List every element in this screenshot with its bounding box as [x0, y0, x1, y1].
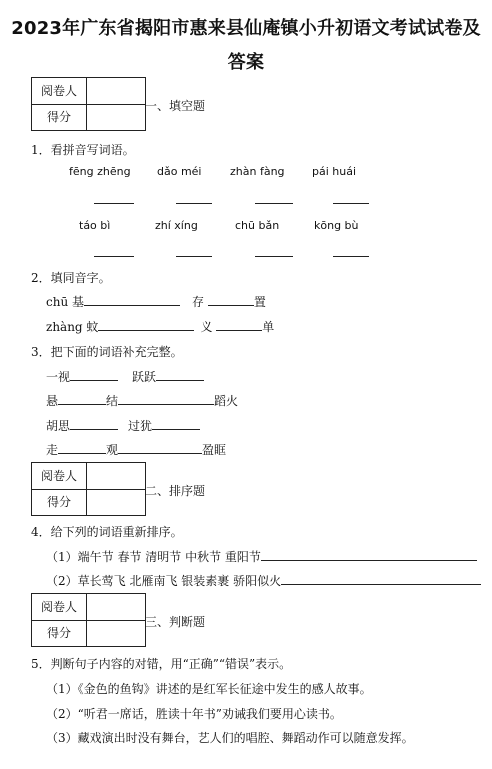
- score-box-1: [31, 77, 146, 131]
- pinyin-1: fēng zhēng: [69, 165, 131, 178]
- q2-text: zhàng 蚊: [46, 320, 99, 334]
- q2-line-1: [46, 293, 266, 310]
- q3-text: 观: [106, 443, 119, 457]
- answer-blank[interactable]: [118, 441, 202, 454]
- q3-text: 跃跃: [132, 370, 157, 384]
- score-box-3: [31, 593, 146, 647]
- answer-blank[interactable]: [118, 392, 214, 405]
- q3-text: 蹈火: [214, 394, 239, 408]
- q5-item-1: （1）《金色的鱼钩》讲述的是红军长征途中发生的感人故事。: [46, 682, 372, 696]
- q3-line-1: [46, 368, 204, 385]
- page-title-line-2: 答案: [227, 52, 265, 73]
- reviewer-label: 阅卷人: [32, 463, 87, 489]
- answer-blank[interactable]: [281, 572, 481, 585]
- pinyin-2: dǎo méi: [157, 165, 202, 178]
- answer-blank[interactable]: [176, 256, 212, 257]
- q3-line-2: [46, 392, 238, 409]
- q3-text: 悬: [46, 394, 59, 408]
- pinyin-8: kōng bù: [314, 219, 359, 232]
- q4-item-1: [46, 548, 477, 565]
- q3-text: 盈眶: [202, 443, 227, 457]
- answer-blank[interactable]: [84, 293, 180, 306]
- section-title-ordering: 二、排序题: [145, 484, 206, 498]
- answer-blank[interactable]: [70, 417, 118, 430]
- q2-text: 义: [200, 320, 213, 334]
- pinyin-7: chū bǎn: [235, 219, 280, 232]
- reviewer-label: 阅卷人: [32, 78, 87, 104]
- q3-text: 结: [106, 394, 119, 408]
- q3-text: 胡思: [46, 419, 71, 433]
- q2-line-2: [46, 318, 274, 335]
- score-label: 得分: [32, 104, 87, 130]
- answer-blank[interactable]: [58, 441, 106, 454]
- reviewer-label: 阅卷人: [32, 594, 87, 620]
- answer-blank[interactable]: [152, 417, 200, 430]
- q5-item-3: （3）藏戏演出时没有舞台，艺人们的唱腔、舞蹈动作可以随意发挥。: [46, 731, 414, 745]
- question-2-prompt: 2．填同音字。: [31, 271, 111, 285]
- answer-blank[interactable]: [156, 368, 204, 381]
- q4-item-2: [46, 572, 481, 589]
- score-label: 得分: [32, 489, 87, 515]
- q3-line-3: [46, 417, 200, 434]
- q4-text: （2）草长莺飞 北雁南飞 银装素裹 骄阳似火: [46, 574, 282, 588]
- q3-text: 过犹: [128, 419, 153, 433]
- answer-blank[interactable]: [94, 256, 134, 257]
- question-3-prompt: 3．把下面的词语补充完整。: [31, 345, 183, 359]
- answer-blank[interactable]: [208, 293, 254, 306]
- answer-blank[interactable]: [58, 392, 106, 405]
- answer-blank[interactable]: [255, 203, 293, 204]
- answer-blank[interactable]: [333, 203, 369, 204]
- answer-blank[interactable]: [333, 256, 369, 257]
- q2-text: chū 基: [46, 295, 84, 309]
- section-title-fill-in: 一、填空题: [145, 99, 206, 113]
- pinyin-4: pái huái: [312, 165, 357, 178]
- q2-text: 存: [192, 295, 205, 309]
- q2-text: 单: [262, 320, 275, 334]
- q3-line-4: [46, 441, 226, 458]
- answer-blank[interactable]: [216, 318, 262, 331]
- answer-blank[interactable]: [70, 368, 118, 381]
- q5-item-2: （2）“听君一席话，胜读十年书”劝诫我们要用心读书。: [46, 707, 342, 721]
- question-5-prompt: 5．判断句子内容的对错，用“正确”“错误”表示。: [31, 657, 292, 671]
- question-4-prompt: 4．给下列的词语重新排序。: [31, 525, 183, 539]
- q2-text: 置: [253, 295, 266, 309]
- answer-blank[interactable]: [176, 203, 212, 204]
- pinyin-5: táo bì: [79, 219, 111, 232]
- q3-text: 一视: [46, 370, 71, 384]
- q4-text: （1）端午节 春节 清明节 中秋节 重阳节: [46, 550, 261, 564]
- score-label: 得分: [32, 620, 87, 646]
- question-1-prompt: 1．看拼音写词语。: [31, 143, 135, 157]
- pinyin-6: zhí xíng: [155, 219, 198, 232]
- pinyin-3: zhàn fàng: [230, 165, 285, 178]
- answer-blank[interactable]: [255, 256, 293, 257]
- score-box-2: [31, 462, 146, 516]
- q3-text: 走: [46, 443, 59, 457]
- answer-blank[interactable]: [98, 318, 194, 331]
- section-title-judgement: 三、判断题: [145, 615, 206, 629]
- answer-blank[interactable]: [94, 203, 134, 204]
- answer-blank[interactable]: [261, 548, 477, 561]
- page-title-line-1: 2023年广东省揭阳市惠来县仙庵镇小升初语文考试试卷及: [11, 18, 481, 39]
